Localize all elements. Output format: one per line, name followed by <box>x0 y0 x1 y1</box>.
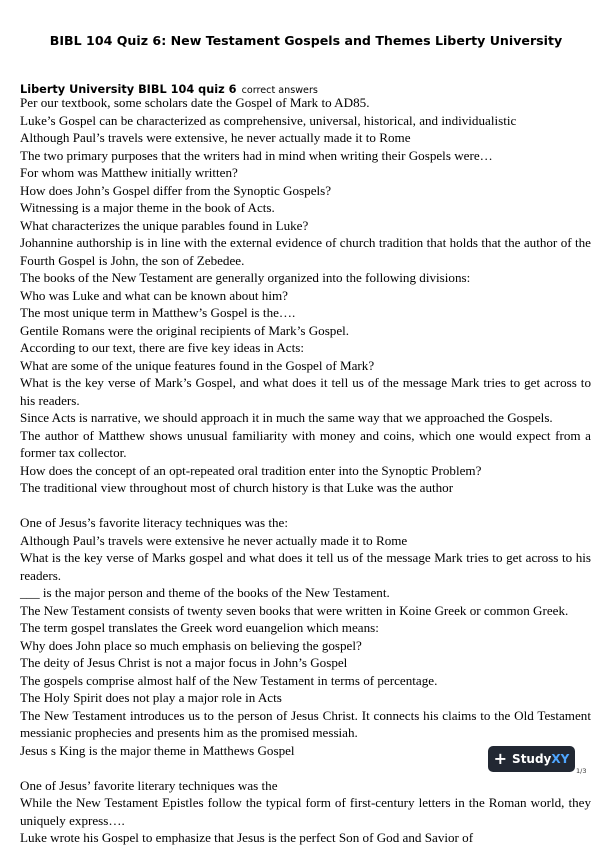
question-line: The most unique term in Matthew’s Gospel is the…. <box>20 305 296 320</box>
question-line: While the New Testament Epistles follow the typical form of first-century letters in the Roman world, they uniquely express…. <box>20 795 591 828</box>
question-line: ___ is the major person and theme of the books of the New Testament. <box>20 585 390 600</box>
question-line: The New Testament introduces us to the person of Jesus Christ. It connects his claims to the Old Testament messianic prophecies and presents him as the promised messiah. <box>20 707 591 740</box>
brand-name: Study <box>512 752 552 766</box>
question-line: Johannine authorship is in line with the external evidence of church tradition that holds that the author of the Fourth Gospel is John, the son of Zebedee. <box>20 235 591 268</box>
subtitle-main: Liberty University BIBL 104 quiz 6 <box>20 83 237 96</box>
studyxy-badge[interactable] <box>488 746 575 772</box>
question-line: The books of the New Testament are generally organized into the following divisions: <box>20 270 471 285</box>
document-title: BIBL 104 Quiz 6: New Testament Gospels and Themes Liberty University <box>49 33 563 48</box>
question-line: The traditional view throughout most of church history is that Luke was the author <box>20 480 454 495</box>
question-line: What is the key verse of Marks gospel and what does it tell us of the message Mark tries to get across to his readers. <box>20 550 591 583</box>
question-line: Although Paul’s travels were extensive he never actually made it to Rome <box>20 532 408 548</box>
question-line: The author of Matthew shows unusual familiarity with money and coins, which one would expect from a former tax collector. <box>20 427 591 460</box>
question-line: One of Jesus’ favorite literary techniques was the <box>20 777 278 793</box>
question-line: How does John’s Gospel differ from the Synoptic Gospels? <box>20 182 332 198</box>
question-line: The Holy Spirit does not play a major role in Acts <box>20 690 282 705</box>
question-line: The gospels comprise almost half of the New Testament in terms of percentage. <box>20 672 438 688</box>
question-line: Who was Luke and what can be known about him? <box>20 287 288 303</box>
paragraph-gap <box>20 497 591 515</box>
question-line: Since Acts is narrative, we should approach it in much the same way that we approached the Gospels. <box>20 410 553 425</box>
question-line: What characterizes the unique parables found in Luke? <box>20 217 309 233</box>
question-line: Per our textbook, some scholars date the Gospel of Mark to AD85. <box>20 95 370 110</box>
question-list <box>20 94 591 847</box>
question-line: According to our text, there are five key ideas in Acts: <box>20 340 304 355</box>
subtitle-note: correct answers <box>241 85 318 96</box>
brand-accent: XY <box>551 752 570 766</box>
question-line: What is the key verse of Mark’s Gospel, and what does it tell us of the message Mark tries to get across to his readers. <box>20 375 591 408</box>
question-line: Jesus s King is the major theme in Matthews Gospel <box>20 742 295 758</box>
question-line: Luke’s Gospel can be characterized as comprehensive, universal, historical, and individualistic <box>20 112 517 128</box>
question-line: Luke wrote his Gospel to emphasize that Jesus is the perfect Son of God and Savior of <box>20 830 474 845</box>
question-line: For whom was Matthew initially written? <box>20 165 238 180</box>
page-number: 1/3 <box>576 767 587 775</box>
question-line: Gentile Romans were the original recipients of Mark’s Gospel. <box>20 322 350 338</box>
question-line: What are some of the unique features found in the Gospel of Mark? <box>20 357 375 373</box>
question-line: The term gospel translates the Greek word euangelion which means: <box>20 620 379 635</box>
question-line: Witnessing is a major theme in the book of Acts. <box>20 200 275 215</box>
question-line: The New Testament consists of twenty seven books that were written in Koine Greek or common Greek. <box>20 602 569 618</box>
question-line: The deity of Jesus Christ is not a major focus in John’s Gospel <box>20 655 348 670</box>
plus-icon: + <box>493 749 508 768</box>
question-line: One of Jesus’s favorite literacy techniques was the: <box>20 515 288 530</box>
question-line: Although Paul’s travels were extensive, he never actually made it to Rome <box>20 130 411 145</box>
question-line: How does the concept of an opt-repeated oral tradition enter into the Synoptic Problem? <box>20 462 482 478</box>
question-line: The two primary purposes that the writers had in mind when writing their Gospels were… <box>20 147 493 163</box>
question-line: Why does John place so much emphasis on believing the gospel? <box>20 637 362 653</box>
